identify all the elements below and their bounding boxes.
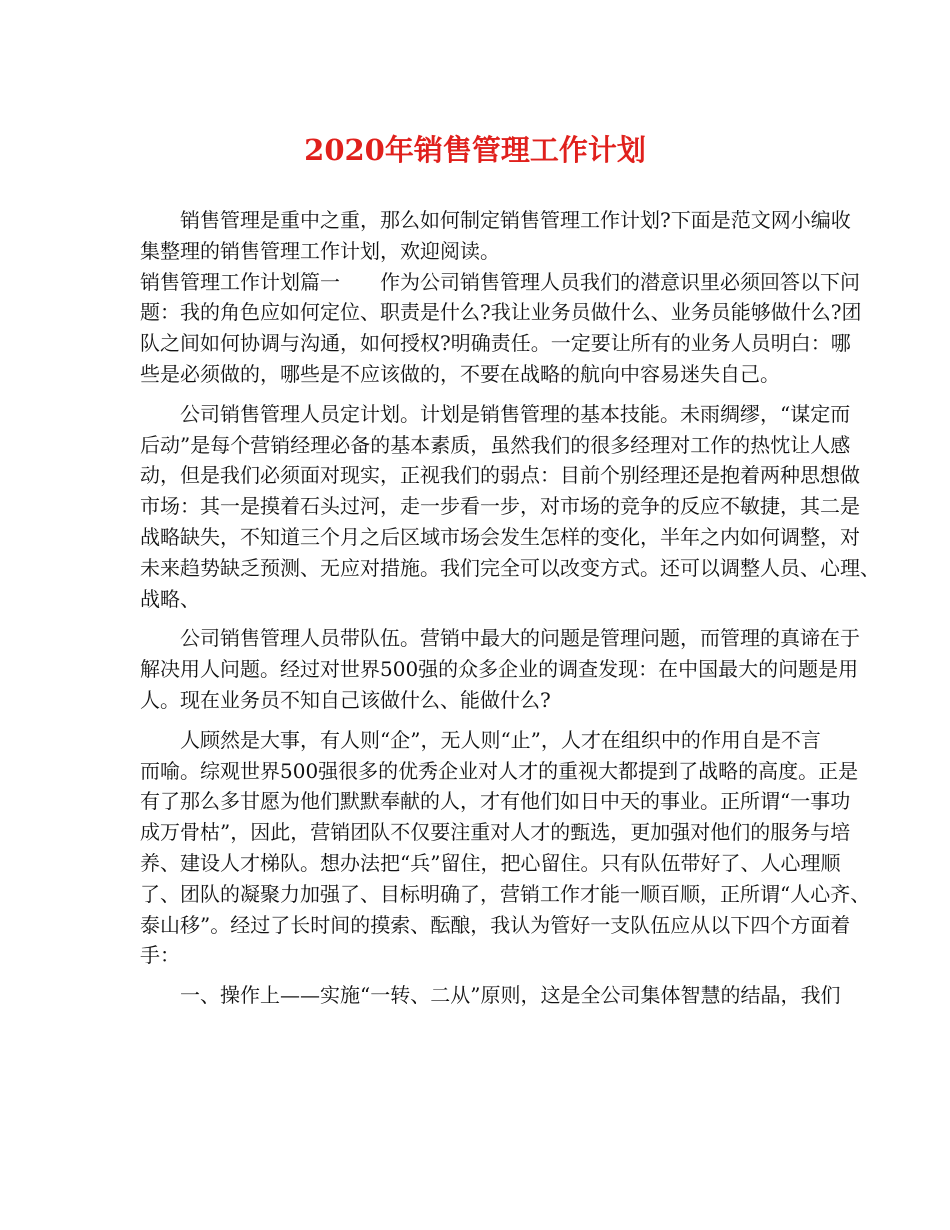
text-line: 未来趋势缺乏预测、无应对措施。我们完全可以改变方式。还可以调整人员、心理、 — [140, 555, 880, 580]
text-line: 后动”是每个营销经理必备的基本素质，虽然我们的很多经理对工作的热忱让人感 — [140, 432, 851, 457]
text-line: 泰山移”。经过了长时间的摸索、酝酿，我认为管好一支队伍应从以下四个方面着 — [140, 912, 851, 937]
paragraph — [140, 399, 880, 615]
text-line: 些是必须做的，哪些是不应该做的，不要在战略的航向中容易迷失自己。 — [140, 361, 780, 386]
text-line: 有了那么多甘愿为他们默默奉献的人，才有他们如日中天的事业。正所谓“一事功 — [140, 789, 851, 814]
text-line: 而喻。综观世界500强很多的优秀企业对人才的重视大都提到了战略的高度。正是 — [140, 758, 859, 783]
text-line: 销售管理是重中之重，那么如何制定销售管理工作计划?下面是范文网小编收 — [180, 208, 851, 232]
text-line: 解决用人问题。经过对世界500强的众多企业的调查发现：在中国最大的问题是用 — [140, 657, 859, 682]
paragraph — [140, 205, 851, 267]
paragraph — [140, 267, 862, 390]
text-line: 公司销售管理人员带队伍。营销中最大的问题是管理问题，而管理的真谛在于 — [180, 626, 860, 651]
text-line: 成万骨枯”，因此，营销团队不仅要注重对人才的甄选，更加强对他们的服务与培 — [140, 820, 851, 845]
text-line: 战略、 — [140, 586, 200, 611]
text-line: 题：我的角色应如何定位、职责是什么?我让业务员做什么、业务员能够做什么?团 — [140, 300, 862, 325]
text-line: 动，但是我们必须面对现实，正视我们的弱点：目前个别经理还是抱着两种思想做 — [140, 463, 860, 488]
text-line: 一、操作上——实施“一转、二从”原则，这是全公司集体智慧的结晶，我们 — [180, 983, 841, 1008]
document-title: 2020年销售管理工作计划 — [304, 133, 646, 167]
text-line: 养、建设人才梯队。想办法把“兵”留住，把心留住。只有队伍带好了、人心理顺 — [140, 850, 841, 875]
text-line: 了、团队的凝聚力加强了、目标明确了，营销工作才能一顺百顺，正所谓“人心齐、 — [140, 881, 871, 906]
paragraph — [140, 980, 841, 1011]
text-line: 公司销售管理人员定计划。计划是销售管理的基本技能。未雨绸缪，“谋定而 — [180, 401, 851, 426]
text-line: 集整理的销售管理工作计划，欢迎阅读。 — [140, 238, 500, 263]
text-line: 队之间如何协调与沟通，如何授权?明确责任。一定要让所有的业务人员明白：哪 — [140, 331, 851, 356]
text-line: 人顾然是大事，有人则“企”，无人则“止”，人才在组织中的作用自是不言 — [180, 727, 821, 752]
text-line: 手： — [140, 943, 180, 968]
text-line: 战略缺失，不知道三个月之后区域市场会发生怎样的变化，半年之内如何调整，对 — [140, 524, 860, 549]
text-line: 市场：其一是摸着石头过河，走一步看一步，对市场的竞争的反应不敏捷，其二是 — [140, 494, 860, 519]
paragraph — [140, 623, 860, 715]
text-line: 人。现在业务员不知自己该做什么、能做什么? — [140, 687, 551, 712]
paragraph — [140, 725, 871, 971]
text-line: 销售管理工作计划篇一 作为公司销售管理人员我们的潜意识里必须回答以下问 — [140, 269, 860, 294]
document-body — [140, 205, 880, 1011]
